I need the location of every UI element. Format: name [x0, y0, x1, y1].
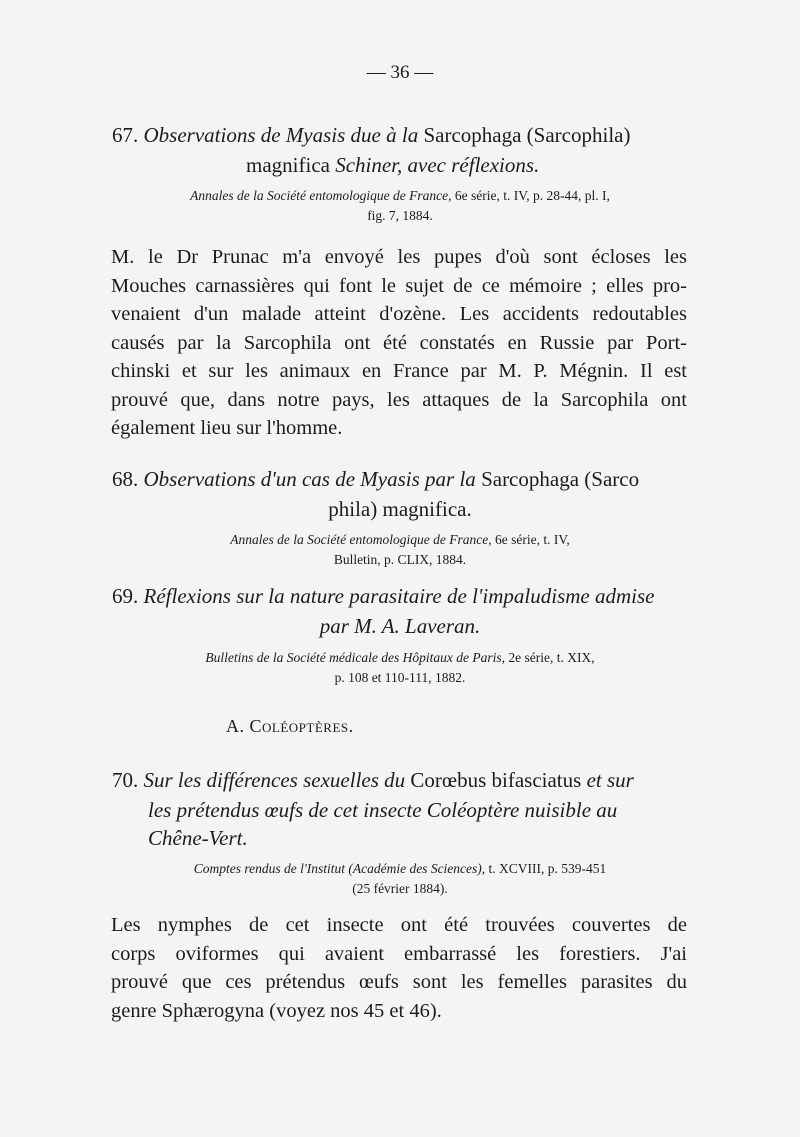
- section-heading: A. Coléoptères.: [226, 716, 354, 736]
- reference-details-2: p. 108 et 110-111, 1882.: [334, 670, 466, 685]
- body-line: venaient d'un malade atteint d'ozène. Les accidents redoutables: [111, 303, 687, 325]
- entry-number: 69.: [112, 584, 139, 608]
- entry-title-italic: Schiner, avec réflexions.: [335, 153, 540, 177]
- reference-details: 6e série, t. IV,: [494, 532, 570, 547]
- entry-title-italic: les prétendus œufs de cet insecte Coléoptère nuisible au: [148, 798, 618, 822]
- body-line: causés par la Sarcophila ont été constatés en Russie par Port-: [111, 331, 687, 354]
- reference-details-2: Bulletin, p. CLIX, 1884.: [333, 552, 467, 567]
- entry-68-title-line-1: [112, 465, 639, 493]
- reference-details: t. XCVIII, p. 539-451: [488, 861, 607, 876]
- entry-title-roman: Sarcophaga (Sarco: [481, 467, 640, 491]
- entry-number: 68.: [112, 467, 139, 491]
- entry-title-roman: Sarcophaga (Sarcophila): [423, 123, 631, 147]
- entry-70-body: [111, 911, 687, 1025]
- entry-70-title-line-3: [148, 824, 248, 852]
- entry-70-title-line-1: [112, 766, 634, 794]
- body-line: Mouches carnassières qui font le sujet de ce mémoire ; elles pro-: [111, 274, 687, 297]
- entry-title-roman: magnifica: [246, 153, 330, 177]
- reference-journal: Bulletins de la Société médicale des Hôpitaux de Paris,: [205, 650, 505, 665]
- reference-journal: Annales de la Société entomologique de France,: [230, 532, 492, 547]
- entry-70-title-line-2: [148, 796, 617, 824]
- entry-title-roman: Corœbus bifasciatus: [410, 768, 582, 792]
- reference-details: 2e série, t. XIX,: [508, 650, 595, 665]
- entry-69-title-line-2: [0, 612, 800, 640]
- reference-details: 6e série, t. IV, p. 28-44, pl. I,: [454, 188, 610, 203]
- entry-title-italic: par M. A. Laveran.: [319, 614, 481, 638]
- entry-68-title-line-2: phila) magnifica.: [328, 497, 472, 521]
- reference-journal: Annales de la Société entomologique de France,: [190, 188, 452, 203]
- body-line: chinski et sur les animaux en France par M. P. Mégnin. Il est: [111, 360, 687, 382]
- reference-journal: Comptes rendus de l'Institut (Académie des Sciences),: [193, 861, 486, 876]
- body-line: M. le Dr Prunac m'a envoyé les pupes d'où sont écloses les: [111, 246, 687, 268]
- entry-67-reference: [0, 186, 800, 226]
- body-line: corps oviformes qui avaient embarrassé les forestiers. J'ai: [111, 942, 687, 965]
- body-line: prouvé que, dans notre pays, les attaques de la Sarcophila ont: [111, 388, 687, 411]
- body-line: genre Sphærogyna (voyez nos 45 et 46).: [111, 999, 442, 1022]
- entry-67-title-line-1: [112, 121, 630, 149]
- entry-68-reference: [0, 530, 800, 570]
- entry-title-italic: Sur les différences sexuelles du: [143, 768, 406, 792]
- body-line: Les nymphes de cet insecte ont été trouvées couvertes de: [111, 914, 687, 936]
- reference-details-2: fig. 7, 1884.: [367, 208, 433, 223]
- entry-69-reference: [0, 648, 800, 688]
- entry-67-title-line-2: [246, 151, 539, 179]
- entry-title-italic: Observations d'un cas de Myasis par la: [143, 467, 476, 491]
- entry-70-reference: [0, 859, 800, 899]
- entry-title-italic: Réflexions sur la nature parasitaire de l'impaludisme admise: [143, 584, 655, 608]
- entry-number: 70.: [112, 768, 139, 792]
- body-line: prouvé que ces prétendus œufs sont les femelles parasites du: [111, 971, 687, 993]
- entry-title-italic: Observations de Myasis due à la: [143, 123, 419, 147]
- body-line: également lieu sur l'homme.: [111, 417, 343, 439]
- entry-title-italic: et sur: [586, 768, 634, 792]
- entry-67-body: [111, 243, 687, 443]
- reference-details-2: (25 février 1884).: [352, 881, 448, 896]
- entry-title-italic: Chêne-Vert.: [148, 826, 248, 850]
- entry-number: 67.: [112, 123, 139, 147]
- entry-69-title-line-1: [112, 582, 654, 610]
- page-number: — 36 —: [366, 62, 434, 83]
